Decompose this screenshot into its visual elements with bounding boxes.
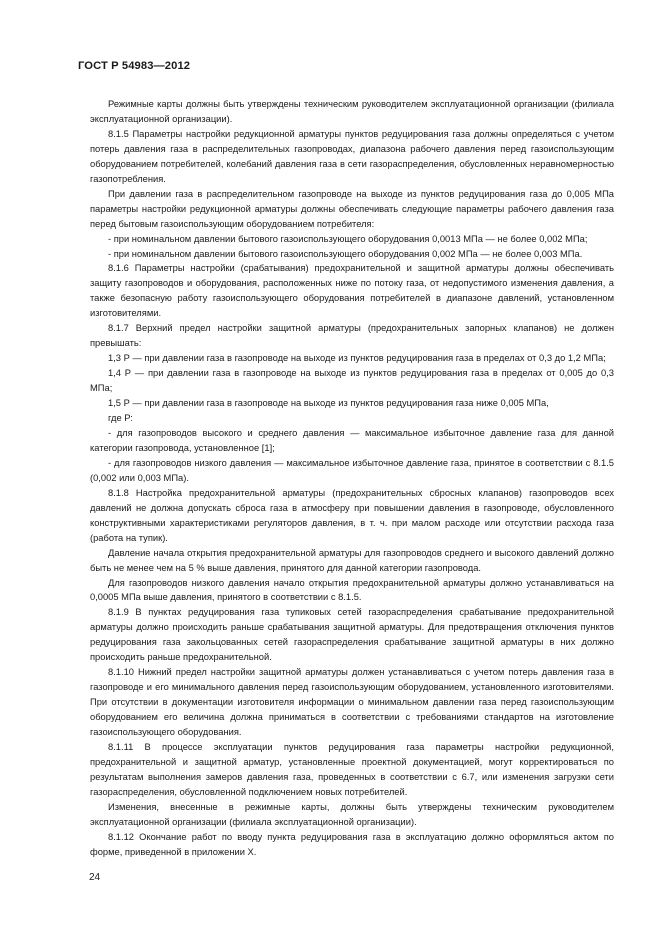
paragraph: 8.1.6 Параметры настройки (срабатывания) предохранительной и защитной арматуры должны обеспечивать защиту газопроводов и оборудования, расположенных ниже по потоку газа, от недопустимого изменения давления, а также безопасную работу газоиспользующего оборудования потребителей в диапазоне давлений, установленном изготовителями. — [90, 263, 614, 319]
paragraph: 1,5 Р — при давлении газа в газопроводе на выходе из пунктов редуцирования газа ниже 0,005 МПа, — [108, 398, 549, 409]
page-number: 24 — [89, 872, 101, 883]
paragraph: 8.1.12 Окончание работ по вводу пункта редуцирования газа в эксплуатацию должно оформляться актом по форме, приведенной в приложении Х. — [90, 831, 614, 857]
paragraph: 8.1.7 Верхний предел настройки защитной арматуры (предохранительных запорных клапанов) не должен превышать: — [90, 323, 614, 349]
paragraph: 8.1.5 Параметры настройки редукционной арматуры пунктов редуцирования газа должны определяться с учетом потерь давления газа в распределительных газопроводах, диапазона рабочего давления перед газоиспользующим оборудованием потребителей, колебаний давления газа в сети газораспределения, обусловленных неравномерностью газопотребления. — [90, 128, 614, 184]
paragraph: 8.1.8 Настройка предохранительной арматуры (предохранительных сбросных клапанов) газопроводов всех давлений не должна допускать сброса газа в атмосферу при повышении давления в газопроводе, обусловленного конструктивными характеристиками регуляторов давления, в т. ч. при малом расходе или отсутствии расхода газа (работа на тупик). — [90, 487, 614, 543]
paragraph: 1,4 Р — при давлении газа в газопроводе на выходе из пунктов редуцирования газа в пределах от 0,005 до 0,3 МПа; — [90, 368, 614, 394]
paragraph: - для газопроводов высокого и среднего давления — максимальное избыточное давление газа для данной категории газопровода, установленное [1]; — [90, 427, 614, 453]
paragraph: Давление начала открытия предохранительной арматуры для газопроводов среднего и высокого давлений должно быть не менее чем на 5 % выше давления, принятого для данной категории газопровода. — [90, 547, 614, 573]
paragraph: 8.1.11 В процессе эксплуатации пунктов редуцирования газа параметры настройки редукционной, предохранительной и защитной арматур, установленные проектной документацией, могут корректироваться по результатам выполнения замеров давления газа, проведенных в соответствии с 6.7, или изменения загрузки сети газораспределения, обусловленной подключением новых потребителей. — [90, 741, 614, 797]
paragraph: Изменения, внесенные в режимные карты, должны быть утверждены техническим руководителем эксплуатационной организации (филиала эксплуатационной организации). — [90, 801, 614, 827]
paragraph: При давлении газа в распределительном газопроводе на выходе из пунктов редуцирования газа до 0,005 МПа параметры настройки редукционной арматуры должны обеспечивать следующие параметры рабочего давления газа перед бытовым газоиспользующим оборудованием потребителя: — [90, 188, 614, 229]
document-body — [90, 97, 614, 860]
paragraph: 8.1.9 В пунктах редуцирования газа тупиковых сетей газораспределения срабатывание предохранительной арматуры должно происходить раньше срабатывания защитной арматуры. Для предотвращения отключения пунктов редуцирования газа закольцованных сетей газораспределения срабатывание защитной арматуры в них должно происходить раньше предохранительной. — [90, 607, 614, 663]
paragraph: Для газопроводов низкого давления начало открытия предохранительной арматуры должно устанавливаться на 0,0005 МПа выше давления, принятого в соответствии с 8.1.5. — [90, 577, 614, 603]
paragraph: где Р: — [108, 413, 133, 424]
paragraph: Режимные карты должны быть утверждены техническим руководителем эксплуатационной организации (филиала эксплуатационной организации). — [90, 99, 614, 124]
paragraph: - при номинальном давлении бытового газоиспользующего оборудования 0,002 МПа — не более 0,003 МПа. — [108, 248, 583, 259]
paragraph: 1,3 Р — при давлении газа в газопроводе на выходе из пунктов редуцирования газа в пределах от 0,3 до 1,2 МПа; — [108, 353, 606, 364]
paragraph: 8.1.10 Нижний предел настройки защитной арматуры должен устанавливаться с учетом потерь давления газа в газопроводе и его минимального давления перед газоиспользующим оборудованием, установленного изготовителями. При отсутствии в документации изготовителя информации о минимальном давлении газа перед газоиспользующим оборудованием его величина должна приниматься в соответствии с требованиями стандартов на изготовление газоиспользующего оборудования. — [90, 667, 614, 738]
standard-designation: ГОСТ Р 54983—2012 — [78, 60, 191, 72]
paragraph: - при номинальном давлении бытового газоиспользующего оборудования 0,0013 МПа — не более 0,002 МПа; — [108, 233, 588, 244]
paragraph: - для газопроводов низкого давления — максимальное избыточное давление газа, принятое в соответствии с 8.1.5 (0,002 или 0,003 МПа). — [90, 457, 614, 483]
